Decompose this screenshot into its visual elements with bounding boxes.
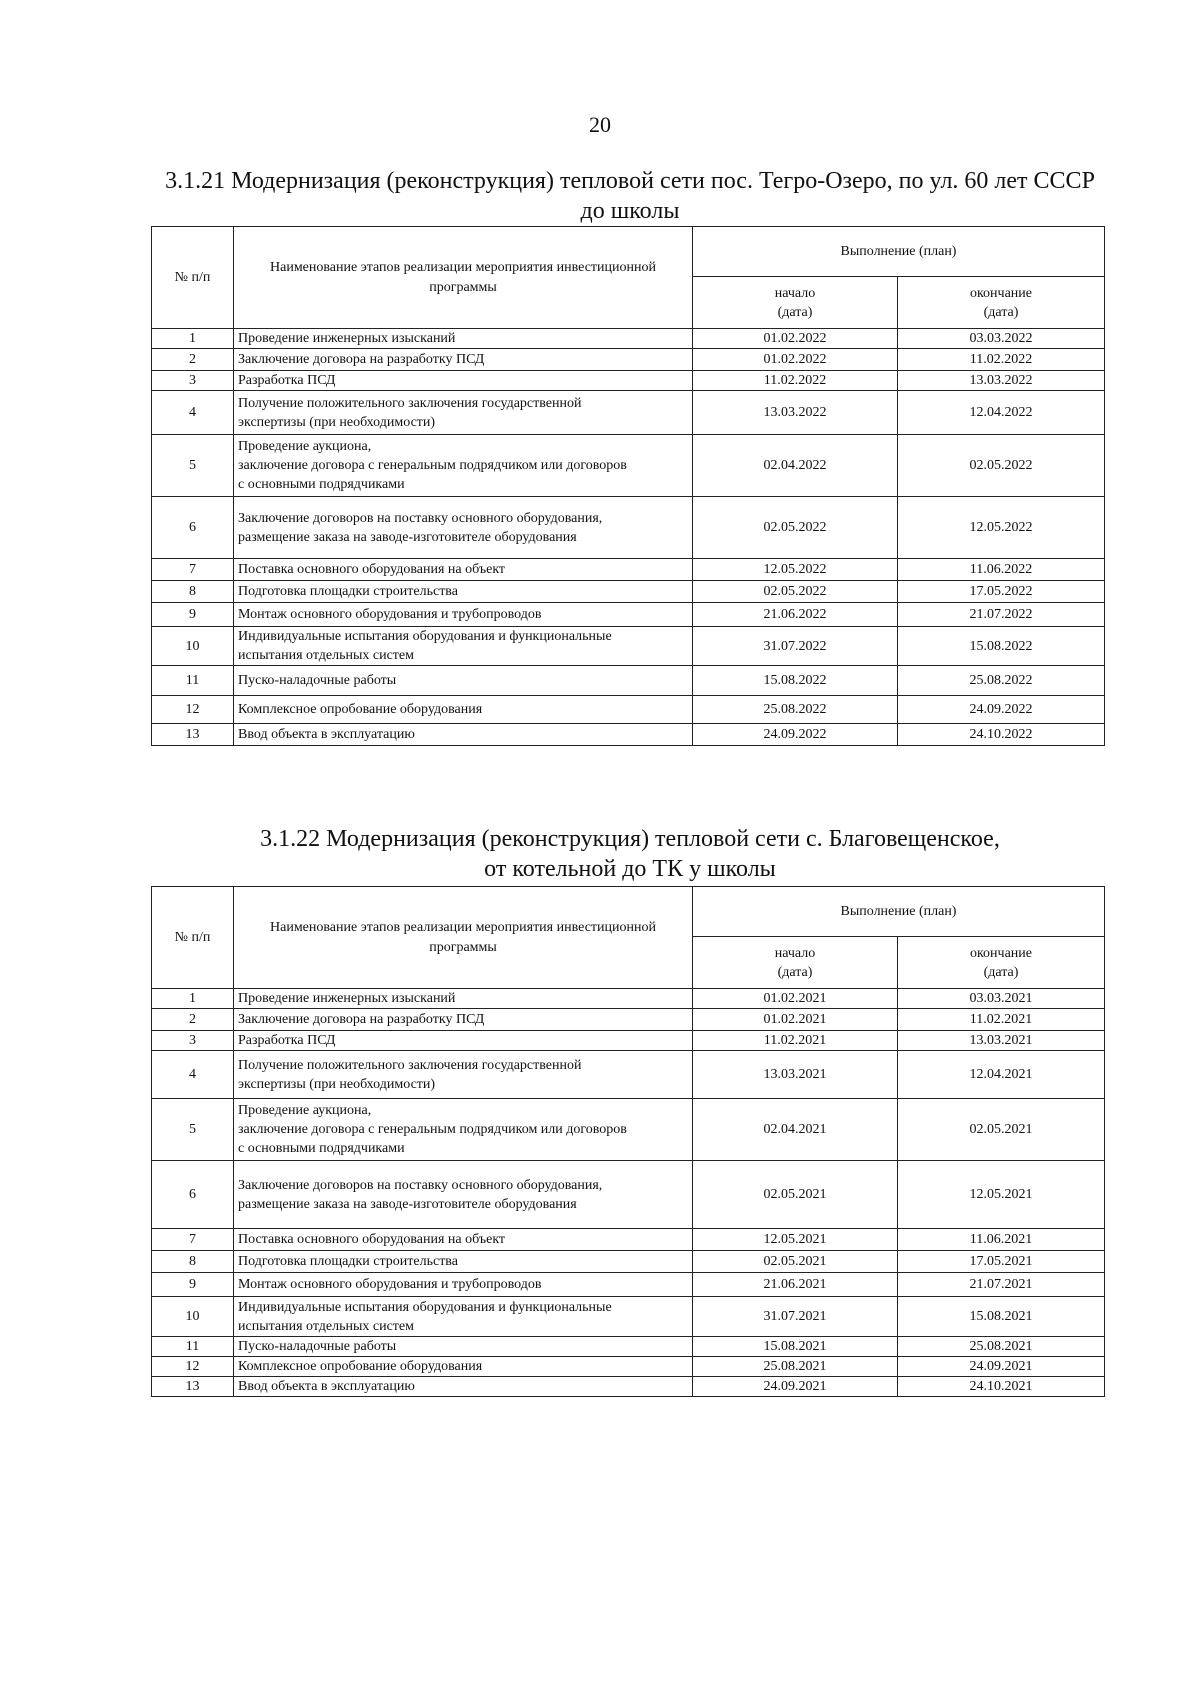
- table-row: [152, 435, 1105, 497]
- row-number: 6: [152, 497, 234, 559]
- header-end-line-2: (дата): [983, 964, 1019, 980]
- end-date: 02.05.2021: [898, 1099, 1105, 1161]
- header-start-line-2: (дата): [777, 304, 813, 320]
- row-number: 6: [152, 1161, 234, 1229]
- stage-name-line: экспертизы (при необходимости): [238, 1076, 436, 1092]
- stage-name: [234, 349, 693, 371]
- start-date: 31.07.2021: [693, 1297, 898, 1337]
- end-date: 25.08.2022: [898, 666, 1105, 696]
- stage-name-line: Заключение договоров на поставку основного оборудования,: [238, 1177, 603, 1193]
- start-date: 02.05.2022: [693, 497, 898, 559]
- end-date: 15.08.2021: [898, 1297, 1105, 1337]
- table-row: [152, 349, 1105, 371]
- end-date: 21.07.2022: [898, 603, 1105, 627]
- table-row: [152, 1009, 1105, 1031]
- stage-name: [234, 1031, 693, 1051]
- end-date: 24.10.2021: [898, 1377, 1105, 1397]
- start-date: 02.05.2021: [693, 1251, 898, 1273]
- stage-name-line: Проведение инженерных изысканий: [238, 991, 456, 1006]
- row-number: 11: [152, 666, 234, 696]
- stage-name: [234, 1251, 693, 1273]
- section-title-line-2: до школы: [580, 198, 680, 224]
- table-row: [152, 329, 1105, 349]
- end-date: 12.05.2021: [898, 1161, 1105, 1229]
- stage-name-line: размещение заказа на заводе-изготовителе оборудования: [238, 529, 577, 545]
- stage-name-line: Пуско-наладочные работы: [238, 1339, 397, 1354]
- stage-name: [234, 666, 693, 696]
- start-date: 21.06.2022: [693, 603, 898, 627]
- stage-name: [234, 1377, 693, 1397]
- table-row: [152, 603, 1105, 627]
- header-number: № п/п: [152, 227, 234, 329]
- start-date: 25.08.2021: [693, 1357, 898, 1377]
- stage-name-line: Комплексное опробование оборудования: [238, 1359, 483, 1374]
- table-row: [152, 724, 1105, 746]
- row-number: 8: [152, 1251, 234, 1273]
- stage-name-line: Монтаж основного оборудования и трубопроводов: [238, 1277, 542, 1292]
- stage-name-line: Разработка ПСД: [238, 1033, 336, 1048]
- section-title-3-1-21: [140, 166, 1120, 226]
- start-date: 13.03.2022: [693, 391, 898, 435]
- start-date: 02.04.2022: [693, 435, 898, 497]
- stage-name-line: заключение договора с генеральным подрядчиком или договоров: [238, 458, 627, 473]
- end-date: 12.05.2022: [898, 497, 1105, 559]
- stage-name-line: Комплексное опробование оборудования: [238, 702, 483, 717]
- stage-name-line: с основными подрядчиками: [238, 477, 405, 492]
- start-date: 11.02.2022: [693, 371, 898, 391]
- header-start-line-1: начало: [774, 945, 816, 961]
- header-start-line-1: начало: [774, 285, 816, 301]
- page-number: 20: [589, 112, 611, 137]
- end-date: 25.08.2021: [898, 1337, 1105, 1357]
- end-date: 17.05.2021: [898, 1251, 1105, 1273]
- stage-name: [234, 1357, 693, 1377]
- header-end-line-1: окончание: [969, 285, 1033, 301]
- header-end-line-1: окончание: [969, 945, 1033, 961]
- schedule-table-3-1-21: [151, 226, 1105, 746]
- end-date: 03.03.2021: [898, 989, 1105, 1009]
- table-row: [152, 666, 1105, 696]
- table-row: [152, 1251, 1105, 1273]
- row-number: 4: [152, 1051, 234, 1099]
- start-date: 21.06.2021: [693, 1273, 898, 1297]
- stage-name: [234, 391, 693, 435]
- end-date: 12.04.2021: [898, 1051, 1105, 1099]
- start-date: 02.05.2021: [693, 1161, 898, 1229]
- header-start-date: [693, 937, 898, 989]
- start-date: 24.09.2021: [693, 1377, 898, 1397]
- end-date: 11.06.2022: [898, 559, 1105, 581]
- start-date: 31.07.2022: [693, 627, 898, 666]
- stage-name-line: Заключение договоров на поставку основного оборудования,: [238, 510, 603, 526]
- row-number: 8: [152, 581, 234, 603]
- stage-name-line: Подготовка площадки строительства: [238, 584, 458, 599]
- table-row: [152, 581, 1105, 603]
- end-date: 13.03.2021: [898, 1031, 1105, 1051]
- stage-name-line: испытания отдельных систем: [238, 648, 414, 663]
- header-end-line-2: (дата): [983, 304, 1019, 320]
- section-title-line-1: 3.1.21 Модернизация (реконструкция) тепловой сети пос. Тегро-Озеро, по ул. 60 лет СССР: [165, 168, 1095, 194]
- row-number: 7: [152, 559, 234, 581]
- start-date: 25.08.2022: [693, 696, 898, 724]
- stage-name-line: Монтаж основного оборудования и трубопроводов: [238, 607, 542, 622]
- start-date: 24.09.2022: [693, 724, 898, 746]
- stage-name-line: Пуско-наладочные работы: [238, 673, 397, 688]
- table-row: [152, 1337, 1105, 1357]
- row-number: 13: [152, 1377, 234, 1397]
- stage-name: [234, 1099, 693, 1161]
- table-row: [152, 1099, 1105, 1161]
- stage-name: [234, 1229, 693, 1251]
- stage-name: [234, 724, 693, 746]
- start-date: 01.02.2021: [693, 1009, 898, 1031]
- header-stage-name-line-1: Наименование этапов реализации мероприятия инвестиционной: [270, 259, 656, 275]
- stage-name-line: испытания отдельных систем: [238, 1318, 414, 1334]
- stage-name: [234, 497, 693, 559]
- start-date: 13.03.2021: [693, 1051, 898, 1099]
- stage-name-line: Ввод объекта в эксплуатацию: [238, 1379, 415, 1394]
- stage-name-line: Заключение договора на разработку ПСД: [238, 352, 485, 367]
- stage-name-line: размещение заказа на заводе-изготовителе оборудования: [238, 1196, 577, 1212]
- row-number: 10: [152, 1297, 234, 1337]
- row-number: 12: [152, 1357, 234, 1377]
- stage-name-line: Индивидуальные испытания оборудования и функциональные: [238, 629, 612, 644]
- start-date: 12.05.2021: [693, 1229, 898, 1251]
- stage-name: [234, 1051, 693, 1099]
- header-stage-name-line-2: программы: [429, 939, 497, 955]
- end-date: 24.09.2022: [898, 696, 1105, 724]
- table-row: [152, 371, 1105, 391]
- stage-name: [234, 696, 693, 724]
- end-date: 03.03.2022: [898, 329, 1105, 349]
- stage-name: [234, 371, 693, 391]
- row-number: 9: [152, 1273, 234, 1297]
- end-date: 11.02.2022: [898, 349, 1105, 371]
- row-number: 2: [152, 1009, 234, 1031]
- schedule-table-3-1-22: [151, 886, 1105, 1397]
- table-row: [152, 391, 1105, 435]
- stage-name-line: Получение положительного заключения государственной: [238, 395, 582, 411]
- end-date: 24.09.2021: [898, 1357, 1105, 1377]
- row-number: 5: [152, 1099, 234, 1161]
- section-title-line-1: 3.1.22 Модернизация (реконструкция) тепловой сети с. Благовещенское,: [260, 826, 1000, 852]
- stage-name: [234, 1273, 693, 1297]
- end-date: 15.08.2022: [898, 627, 1105, 666]
- header-start-date: [693, 277, 898, 329]
- header-start-line-2: (дата): [777, 964, 813, 980]
- end-date: 12.04.2022: [898, 391, 1105, 435]
- end-date: 11.02.2021: [898, 1009, 1105, 1031]
- header-end-date: [898, 277, 1105, 329]
- start-date: 12.05.2022: [693, 559, 898, 581]
- end-date: 13.03.2022: [898, 371, 1105, 391]
- stage-name-line: Проведение аукциона,: [238, 439, 372, 454]
- start-date: 15.08.2022: [693, 666, 898, 696]
- stage-name-line: заключение договора с генеральным подрядчиком или договоров: [238, 1122, 627, 1137]
- row-number: 12: [152, 696, 234, 724]
- end-date: 11.06.2021: [898, 1229, 1105, 1251]
- row-number: 3: [152, 371, 234, 391]
- table-row: [152, 1297, 1105, 1337]
- end-date: 17.05.2022: [898, 581, 1105, 603]
- stage-name: [234, 1337, 693, 1357]
- stage-name: [234, 627, 693, 666]
- schedule-table-body: [152, 329, 1105, 746]
- table-row: [152, 1377, 1105, 1397]
- stage-name: [234, 581, 693, 603]
- stage-name-line: Проведение инженерных изысканий: [238, 331, 456, 346]
- start-date: 11.02.2021: [693, 1031, 898, 1051]
- row-number: 3: [152, 1031, 234, 1051]
- start-date: 01.02.2021: [693, 989, 898, 1009]
- stage-name-line: с основными подрядчиками: [238, 1141, 405, 1156]
- start-date: 01.02.2022: [693, 329, 898, 349]
- header-stage-name-line-2: программы: [429, 279, 497, 295]
- start-date: 01.02.2022: [693, 349, 898, 371]
- section-title-line-2: от котельной до ТК у школы: [484, 856, 776, 882]
- table-row: [152, 627, 1105, 666]
- header-stage-name-line-1: Наименование этапов реализации мероприятия инвестиционной: [270, 919, 656, 935]
- row-number: 5: [152, 435, 234, 497]
- table-row: [152, 696, 1105, 724]
- table-row: [152, 1031, 1105, 1051]
- table-row: [152, 1229, 1105, 1251]
- stage-name: [234, 603, 693, 627]
- stage-name-line: Поставка основного оборудования на объект: [238, 562, 506, 577]
- stage-name: [234, 989, 693, 1009]
- table-row: [152, 497, 1105, 559]
- stage-name: [234, 1297, 693, 1337]
- table-row: [152, 1161, 1105, 1229]
- row-number: 1: [152, 329, 234, 349]
- section-title-3-1-22: [230, 824, 1030, 884]
- header-end-date: [898, 937, 1105, 989]
- start-date: 15.08.2021: [693, 1337, 898, 1357]
- stage-name-line: Проведение аукциона,: [238, 1103, 372, 1118]
- header-stage-name: [234, 887, 693, 989]
- stage-name: [234, 1161, 693, 1229]
- table-row: [152, 989, 1105, 1009]
- start-date: 02.04.2021: [693, 1099, 898, 1161]
- end-date: 02.05.2022: [898, 435, 1105, 497]
- row-number: 4: [152, 391, 234, 435]
- stage-name-line: экспертизы (при необходимости): [238, 414, 436, 430]
- stage-name-line: Подготовка площадки строительства: [238, 1254, 458, 1269]
- table-row: [152, 559, 1105, 581]
- row-number: 2: [152, 349, 234, 371]
- stage-name-line: Индивидуальные испытания оборудования и функциональные: [238, 1299, 612, 1315]
- row-number: 13: [152, 724, 234, 746]
- stage-name-line: Заключение договора на разработку ПСД: [238, 1012, 485, 1027]
- header-stage-name: [234, 227, 693, 329]
- table-row: [152, 1273, 1105, 1297]
- header-execution-plan: Выполнение (план): [693, 227, 1105, 277]
- row-number: 7: [152, 1229, 234, 1251]
- stage-name: [234, 1009, 693, 1031]
- end-date: 21.07.2021: [898, 1273, 1105, 1297]
- stage-name-line: Получение положительного заключения государственной: [238, 1057, 582, 1073]
- header-number: № п/п: [152, 887, 234, 989]
- start-date: 02.05.2022: [693, 581, 898, 603]
- row-number: 10: [152, 627, 234, 666]
- stage-name-line: Ввод объекта в эксплуатацию: [238, 727, 415, 742]
- stage-name: [234, 435, 693, 497]
- stage-name-line: Разработка ПСД: [238, 373, 336, 388]
- header-execution-plan: Выполнение (план): [693, 887, 1105, 937]
- table-row: [152, 1357, 1105, 1377]
- stage-name: [234, 329, 693, 349]
- end-date: 24.10.2022: [898, 724, 1105, 746]
- row-number: 1: [152, 989, 234, 1009]
- row-number: 11: [152, 1337, 234, 1357]
- schedule-table-body: [152, 989, 1105, 1397]
- stage-name-line: Поставка основного оборудования на объект: [238, 1232, 506, 1247]
- table-row: [152, 1051, 1105, 1099]
- row-number: 9: [152, 603, 234, 627]
- stage-name: [234, 559, 693, 581]
